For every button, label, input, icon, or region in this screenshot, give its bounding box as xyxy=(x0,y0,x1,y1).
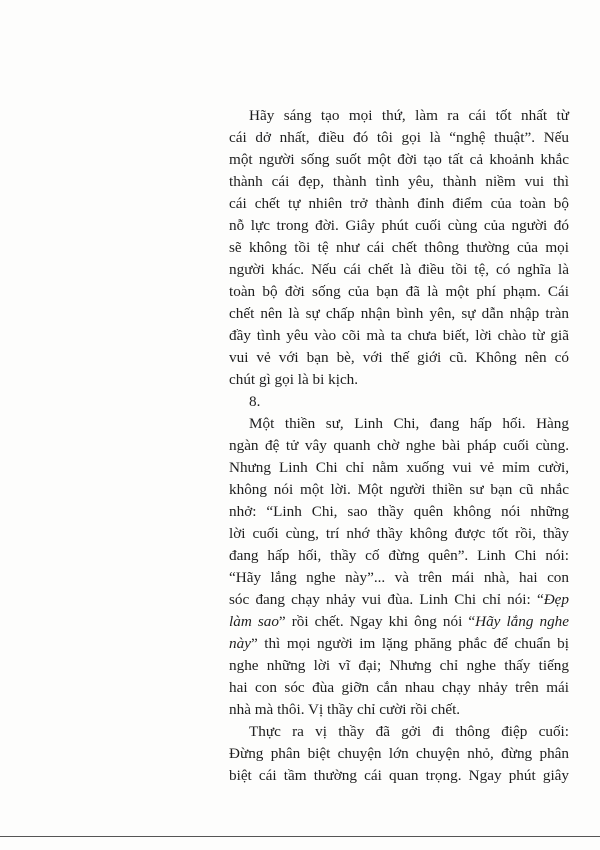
p1-line-6: nỗ lực trong đời. Giây phút cuối cùng của người đó xyxy=(229,217,569,234)
p2-line-2: ngàn đệ tử vây quanh chờ nghe bài pháp cuối cùng. xyxy=(229,437,569,454)
page-bottom-rule xyxy=(0,836,600,837)
p1-line-2: cái dở nhất, điều đó tôi gọi là “nghệ thuật”. Nếu xyxy=(229,129,569,146)
p2-line-9 xyxy=(229,589,569,611)
p2-line-10-italic: làm sao xyxy=(229,613,279,630)
p2-line-3: Nhưng Linh Chi chỉ nằm xuống vui vẻ mỉm cười, xyxy=(229,459,569,476)
p2-line-13: hai con sóc đùa giỡn cắn nhau chạy nhảy trên mái xyxy=(229,679,569,696)
section-number: 8. xyxy=(249,393,261,410)
p2-line-4: không nói một lời. Một người thiền sư bạn cũ nhắc xyxy=(229,481,569,498)
p2-line-5: nhở: “Linh Chi, sao thầy quên không nói những xyxy=(229,503,569,520)
p2-line-14: nhà mà thôi. Vị thầy chỉ cười rồi chết. xyxy=(229,701,461,718)
p2-line-9-text: sóc đang chạy nhảy vui đùa. Linh Chi chỉ nói: “ xyxy=(229,591,544,608)
p2-line-6: lời cuối cùng, trí nhớ thầy không được tốt rồi, thầy xyxy=(229,525,569,542)
p1-line-5: cái chết tự nhiên trở thành đỉnh điểm của toàn bộ xyxy=(229,195,569,212)
p1-line-11: đầy tình yêu vào cõi mà ta chưa biết, lời chào từ giã xyxy=(229,327,569,344)
p2-line-1: Một thiền sư, Linh Chi, đang hấp hối. Hàng xyxy=(249,415,569,432)
p1-line-4: thành cái đẹp, thành tình yêu, thành niềm vui thì xyxy=(229,173,569,190)
p2-line-10-text: ” rồi chết. Ngay khi ông nói “ xyxy=(278,613,476,630)
p2-line-10 xyxy=(229,611,569,633)
p1-line-9: toàn bộ đời sống của bạn đã là một phí phạm. Cái xyxy=(229,283,569,300)
p1-line-12: vui vẻ với bạn bè, với thế giới cũ. Không nên có xyxy=(229,349,569,366)
p2-line-12: nghe những lời vĩ đại; Nhưng chỉ nghe thấy tiếng xyxy=(229,657,569,674)
p2-line-11-text: ” thì mọi người im lặng phăng phắc để chuẩn bị xyxy=(250,635,569,652)
p3-line-3: biệt cái tầm thường cái quan trọng. Ngay phút giây xyxy=(229,767,569,784)
p2-line-11 xyxy=(229,633,569,655)
p3-line-1: Thực ra vị thầy đã gởi đi thông điệp cuối: xyxy=(249,723,569,740)
p2-line-11-italic: này xyxy=(229,635,251,652)
p1-line-10: chết nên là sự chấp nhận bình yên, sự dẫn nhập tràn xyxy=(229,305,569,322)
body-text xyxy=(229,105,569,787)
p1-line-3: một người sống suốt một đời tạo tất cả khoảnh khắc xyxy=(229,151,569,168)
p1-line-1: Hãy sáng tạo mọi thứ, làm ra cái tốt nhất từ xyxy=(249,107,569,124)
p2-line-7: đang hấp hối, thầy cố đừng quên”. Linh Chi nói: xyxy=(229,547,569,564)
p2-line-8: “Hãy lắng nghe này”... và trên mái nhà, hai con xyxy=(229,569,569,586)
p2-line-9-italic: Đẹp xyxy=(543,591,569,608)
p2-line-10-italic-2: Hãy lắng nghe xyxy=(475,613,570,630)
p1-line-13: chút gì gọi là bi kịch. xyxy=(229,371,359,388)
p3-line-2: Đừng phân biệt chuyện lớn chuyện nhỏ, đừng phân xyxy=(229,745,569,762)
p1-line-7: sẽ không tồi tệ như cái chết thông thường của mọi xyxy=(229,239,569,256)
p1-line-8: người khác. Nếu cái chết là điều tồi tệ, có nghĩa là xyxy=(229,261,569,278)
